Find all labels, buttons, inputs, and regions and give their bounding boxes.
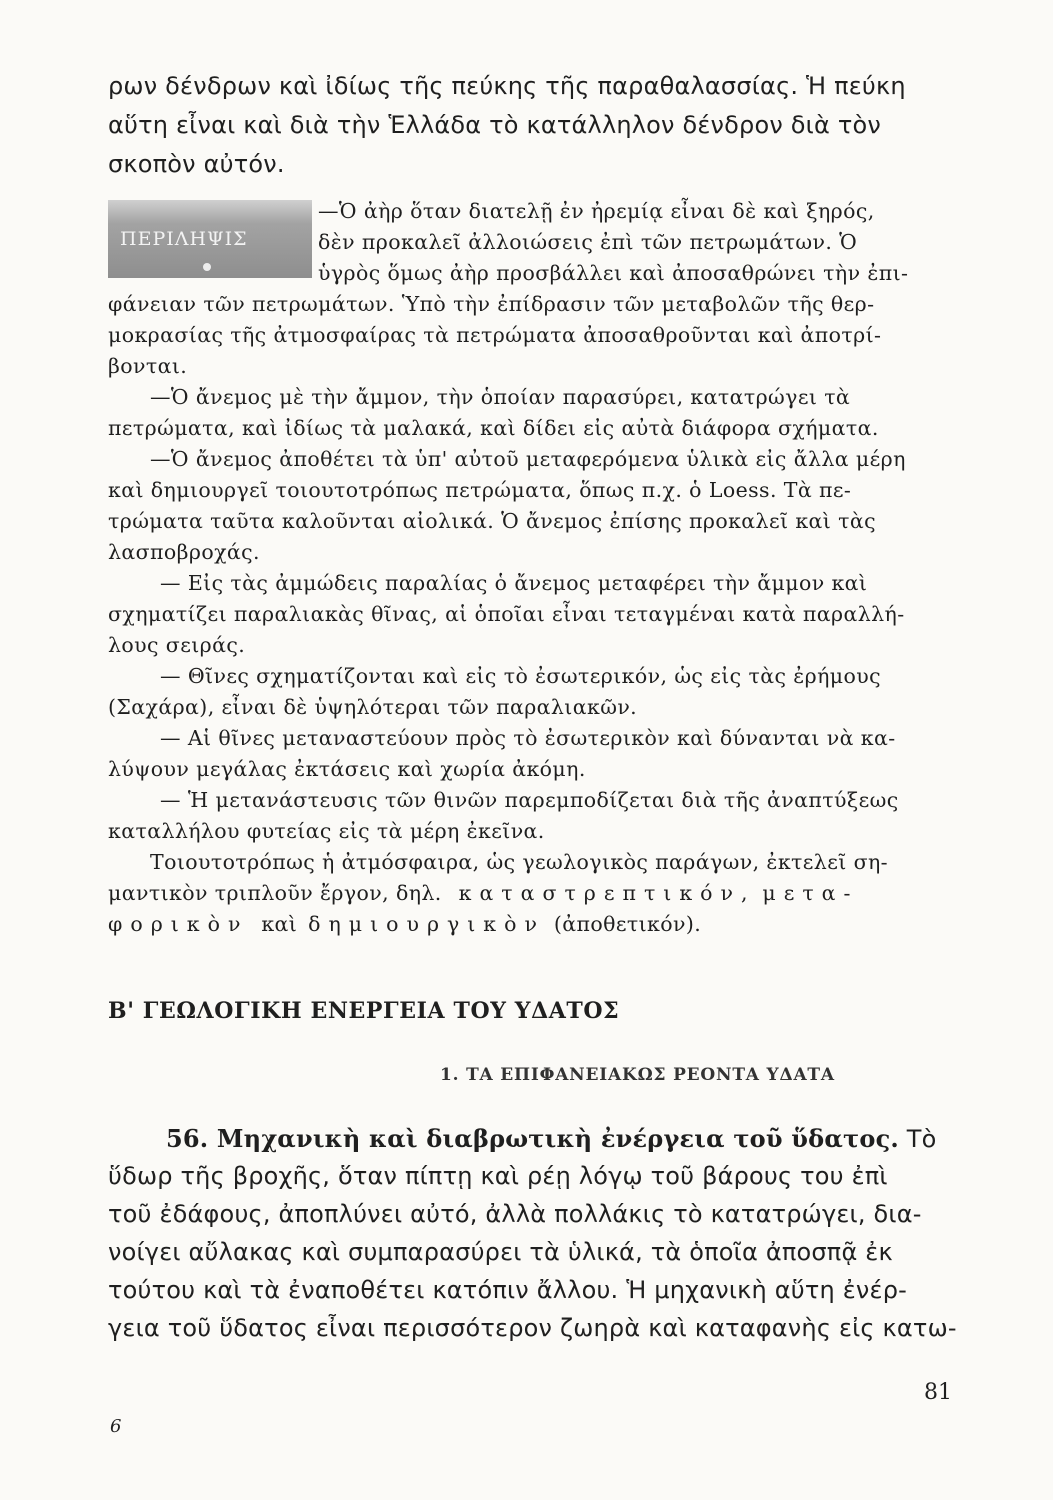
paragraph-56-title: 56. Μηχανικὴ καὶ διαβρωτικὴ ἐνέργεια τοῦ ὕδατος.	[166, 1124, 899, 1153]
page-number: 81	[924, 1380, 952, 1405]
signature-mark: 6	[110, 1416, 122, 1437]
paragraph-56-line: ὕδωρ τῆς βροχῆς, ὅταν πίπτῃ καὶ ρέῃ λόγῳ τοῦ βάρους του ἐπὶ	[108, 1162, 888, 1190]
summary-line: λασποβροχάς.	[108, 540, 260, 564]
summary-line: —Ὁ ἄνεμος ἀποθέτει τὰ ὑπ' αὐτοῦ μεταφερόμενα ὑλικὰ εἰς ἄλλα μέρη	[150, 447, 906, 471]
badge-dot	[203, 263, 211, 271]
paragraph-56-line: νοίγει αὔλακας καὶ συμπαρασύρει τὰ ὑλικά, τὰ ὁποῖα ἀποσπᾷ ἐκ	[108, 1238, 893, 1266]
paragraph-56-line: τοῦ ἐδάφους, ἀποπλύνει αὐτό, ἀλλὰ πολλάκις τὸ κατατρώγει, δια-	[108, 1200, 922, 1228]
subsection-heading: 1. ΤΑ ΕΠΙΦΑΝΕΙΑΚΩΣ ΡΕΟΝΤΑ ΥΔΑΤΑ	[440, 1065, 835, 1085]
summary-line: φάνειαν τῶν πετρωμάτων. Ὑπὸ τὴν ἐπίδρασιν τῶν μεταβολῶν τῆς θερ-	[108, 292, 875, 316]
role-connector: καὶ	[261, 912, 298, 936]
summary-line-text: μαντικὸν τριπλοῦν ἔργον, δηλ.	[108, 881, 442, 905]
summary-line: λύψουν μεγάλας ἐκτάσεις καὶ χωρία ἀκόμη.	[108, 757, 586, 781]
role-creative-note: (ἀποθετικόν).	[553, 912, 702, 936]
role-transport-end: φορικὸν	[108, 912, 249, 936]
summary-line: Τοιουτοτρόπως ἡ ἀτμόσφαιρα, ὡς γεωλογικὸς παράγων, ἐκτελεῖ ση-	[150, 850, 888, 874]
summary-line: βονται.	[108, 354, 188, 378]
summary-line	[108, 881, 858, 905]
summary-line: λους σειράς.	[108, 633, 246, 657]
summary-line: — Θῖνες σχηματίζονται καὶ εἰς τὸ ἐσωτερικόν, ὡς εἰς τὰς ἐρήμους	[160, 664, 882, 688]
summary-line: (Σαχάρα), εἶναι δὲ ὑψηλότεραι τῶν παραλιακῶν.	[108, 695, 638, 719]
intro-line: αὕτη εἶναι καὶ διὰ τὴν Ἑλλάδα τὸ κατάλληλον δένδρον διὰ τὸν	[108, 111, 881, 139]
paragraph-56-heading-line	[166, 1124, 937, 1153]
paragraph-56-lead: Τὸ	[906, 1125, 937, 1153]
role-destructive: καταστρεπτικόν,	[458, 881, 756, 905]
summary-line: —Ὁ ἄνεμος μὲ τὴν ἄμμον, τὴν ὁποίαν παρασύρει, κατατρώγει τὰ	[150, 385, 851, 409]
summary-line: — Ἡ μετανάστευσις τῶν θινῶν παρεμποδίζεται διὰ τῆς ἀναπτύξεως	[160, 788, 899, 812]
intro-line: ρων δένδρων καὶ ἰδίως τῆς πεύκης τῆς παραθαλασσίας. Ἡ πεύκη	[108, 72, 906, 100]
intro-line: σκοπὸν αὐτόν.	[108, 150, 285, 178]
summary-line: καὶ δημιουργεῖ τοιουτοτρόπως πετρώματα, ὅπως π.χ. ὁ Loess. Τὰ πε-	[108, 478, 852, 502]
summary-badge	[108, 200, 312, 278]
section-heading: Β' ΓΕΩΛΟΓΙΚΗ ΕΝΕΡΓΕΙΑ ΤΟΥ ΥΔΑΤΟΣ	[108, 998, 620, 1024]
summary-line: σχηματίζει παραλιακὰς θῖνας, αἱ ὁποῖαι εἶναι τεταγμέναι κατὰ παραλλή-	[108, 602, 905, 626]
summary-line: — Αἱ θῖνες μεταναστεύουν πρὸς τὸ ἐσωτερικὸν καὶ δύνανται νὰ κα-	[160, 726, 896, 750]
summary-line	[108, 912, 701, 936]
summary-line: πετρώματα, καὶ ἰδίως τὰ μαλακά, καὶ δίδει εἰς αὐτὰ διάφορα σχήματα.	[108, 416, 879, 440]
role-creative: δημιουργικὸν	[308, 912, 545, 936]
summary-line: τρώματα ταῦτα καλοῦνται αἰολικά. Ὁ ἄνεμος ἐπίσης προκαλεῖ καὶ τὰς	[108, 509, 876, 533]
summary-line: δὲν προκαλεῖ ἀλλοιώσεις ἐπὶ τῶν πετρωμάτων. Ὁ	[318, 230, 858, 254]
summary-line: — Εἰς τὰς ἀμμώδεις παραλίας ὁ ἄνεμος μεταφέρει τὴν ἄμμον καὶ	[160, 571, 868, 595]
paragraph-56-line: τούτου καὶ τὰ ἐναποθέτει κατόπιν ἄλλου. Ἡ μηχανικὴ αὕτη ἐνέρ-	[108, 1276, 907, 1304]
summary-label: ΠΕΡΙΛΗΨΙΣ	[120, 228, 248, 250]
summary-line: καταλλήλου φυτείας εἰς τὰ μέρη ἐκεῖνα.	[108, 819, 545, 843]
summary-line: ὑγρὸς ὅμως ἀὴρ προσβάλλει καὶ ἀποσαθρώνει τὴν ἐπι-	[318, 261, 909, 285]
paragraph-56-line: γεια τοῦ ὕδατος εἶναι περισσότερον ζωηρὰ καὶ καταφανὴς εἰς κατω-	[108, 1314, 957, 1342]
summary-line: μοκρασίας τῆς ἀτμοσφαίρας τὰ πετρώματα ἀποσαθροῦνται καὶ ἀποτρί-	[108, 323, 882, 347]
role-transport-start: μετα-	[762, 881, 859, 905]
summary-line: —Ὁ ἀὴρ ὅταν διατελῇ ἐν ἠρεμίᾳ εἶναι δὲ καὶ ξηρός,	[318, 199, 875, 223]
